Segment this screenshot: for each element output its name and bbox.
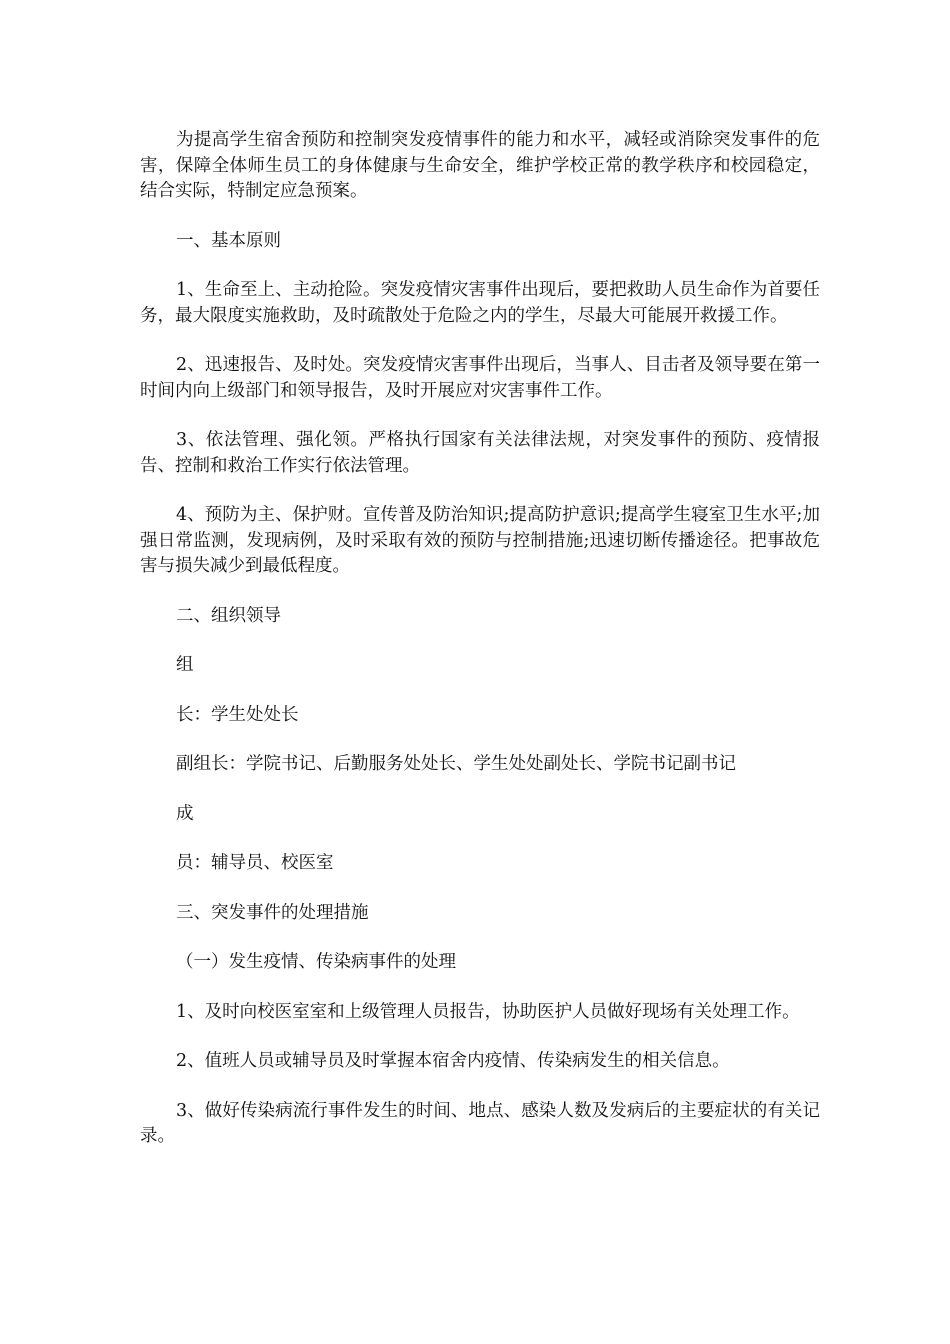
section-heading-measures: 三、突发事件的处理措施 <box>176 902 369 923</box>
principle-2-paragraph: 2、迅速报告、及时处。突发疫情灾害事件出现后，当事人、目击者及领导要在第一时间内向上级部门和领导报告，及时开展应对灾害事件工作。 <box>140 355 820 401</box>
subsection-heading-epidemic: （一）发生疫情、传染病事件的处理 <box>176 952 456 972</box>
leader-value-line: 长：学生处处长 <box>176 704 299 725</box>
measure-3-paragraph: 3、做好传染病流行事件发生的时间、地点、感染人数及发病后的主要症状的有关记录。 <box>140 1100 820 1146</box>
member-value-line: 员：辅导员、校医室 <box>176 853 334 873</box>
document-page <box>140 128 820 1174</box>
principle-3-paragraph: 3、依法管理、强化领。严格执行国家有关法律法规，对突发事件的预防、疫情报告、控制和救治工作实行依法管理。 <box>140 430 820 476</box>
measure-1-paragraph: 1、及时向校医室室和上级管理人员报告，协助医护人员做好现场有关处理工作。 <box>176 1001 800 1022</box>
section-heading-leadership: 二、组织领导 <box>176 605 281 626</box>
measure-2-paragraph: 2、值班人员或辅导员及时掌握本宿舍内疫情、传染病发生的相关信息。 <box>176 1051 730 1071</box>
principle-1-paragraph: 1、生命至上、主动抢险。突发疫情灾害事件出现后，要把救助人员生命作为首要任务，最大限度实施救助，及时疏散处于危险之内的学生，尽最大可能展开救援工作。 <box>140 280 820 326</box>
principle-4-paragraph: 4、预防为主、保护财。宣传普及防治知识;提高防护意识;提高学生寝室卫生水平;加强日常监测，发现病例，及时采取有效的预防与控制措施;迅速切断传播途径。把事故危害与损失减少到最低程度。 <box>140 505 820 576</box>
section-heading-principles: 一、基本原则 <box>176 230 281 251</box>
member-label-line: 成 <box>176 803 194 824</box>
intro-paragraph: 为提高学生宿舍预防和控制突发疫情事件的能力和水平，减轻或消除突发事件的危害，保障全体师生员工的身体健康与生命安全，维护学校正常的教学秩序和校园稳定，结合实际，特制定应急预案。 <box>140 130 820 201</box>
leader-label-line: 组 <box>176 655 194 675</box>
deputy-leader-line: 副组长：学院书记、后勤服务处处长、学生处处副处长、学院书记副书记 <box>176 754 736 774</box>
